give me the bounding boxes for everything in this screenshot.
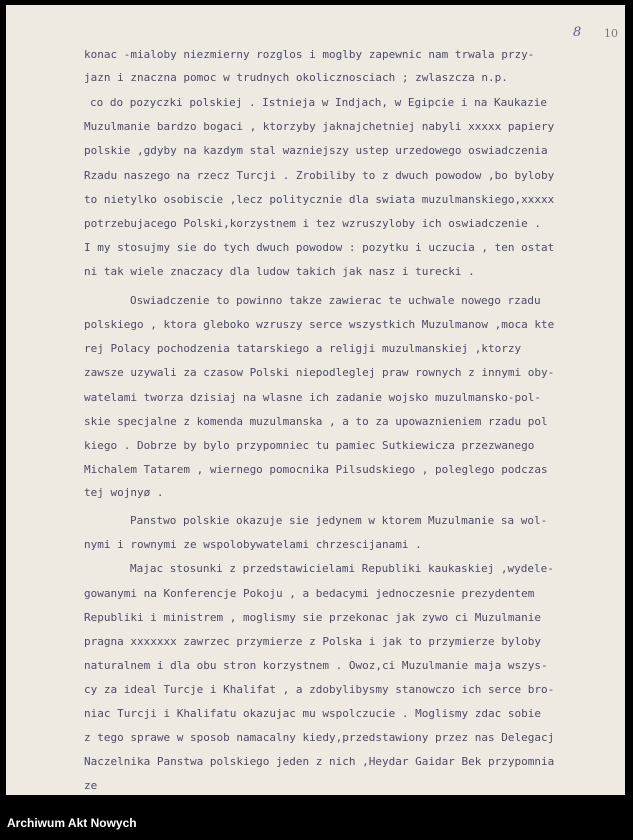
text-line: pragna xxxxxxx zawrzec przymierze z Polska i jak to przymierze byloby [84,635,541,648]
text-line: Rzadu naszego na rzecz Turcji . Zrobiliby to z dwuch powodow ,bo byloby [84,169,555,182]
text-line: I my stosujmy sie do tych dwuch powodow : pozytku i uczucia , ten ostat [84,241,555,254]
archive-footer-bar [0,806,633,840]
page-number: 8 [573,25,582,40]
text-line: jazn i znaczna pomoc w trudnych okolicznosciach ; zwlaszcza n.p. [84,71,508,84]
text-line: gowanymi na Konferencje Pokoju , a bedacymi jednoczesnie prezydentem [84,587,535,600]
text-line: ni tak wiele znaczacy dla ludow takich jak nasz i turecki . [84,265,475,278]
archive-name: Archiwum Akt Nowych [7,816,137,830]
text-line: kiego . Dobrze by bylo przypomniec tu pamiec Sutkiewicza przezwanego [84,439,535,452]
text-line: polskiego , ktora gleboko wzruszy serce wszystkich Muzulmanow ,moca kte [84,318,555,331]
text-line: Oswiadczenie to powinno takze zawierac te uchwale nowego rzadu [130,294,541,307]
document-page [6,5,625,795]
text-line: Panstwo polskie okazuje sie jedynem w ktorem Muzulmanie sa wol- [130,514,548,527]
text-line: z tego sprawe w sposob namacalny kiedy,przedstawiony przez nas Delegacj [84,731,555,744]
text-line: niac Turcji i Khalifatu okazujac mu wspolczucie . Moglismy zdac sobie [84,707,541,720]
text-line: polskie ,gdyby na kazdym stal wazniejszy ustep urzedowego oswiadczenia [84,144,548,157]
text-line: tej wojnyø . [84,486,164,499]
text-line: Republiki i ministrem , moglismy sie przekonac jak zywo ci Muzulmanie [84,611,541,624]
text-line: potrzebujacego Polski,korzystnem i tez wzruszyloby ich oswiadczenie . [84,217,541,230]
text-line: rej Polacy pochodzenia tatarskiego a religji muzulmanskiej ,ktorzy [84,342,522,355]
text-line: ze [84,779,98,792]
text-line: nymi i rownymi ze wspolobywatelami chrzescijanami . [84,538,422,551]
text-line: naturalnem i dla obu stron korzystnem . Owoz,ci Muzulmanie maja wszys- [84,659,548,672]
text-line: co do pozyczki polskiej . Istnieja w Indjach, w Egipcie i na Kaukazie [90,96,547,109]
text-line: zawsze uzywali za czasow Polski niepodleglej praw rownych z innymi oby- [84,366,555,379]
text-line: Naczelnika Panstwa polskiego jeden z nich ,Heydar Gaidar Bek przypomnia [84,755,555,768]
text-line: Michalem Tatarem , wiernego pomocnika Pilsudskiego , poleglego podczas [84,463,548,476]
text-line: watelami tworza dzisiaj na wlasne ich zadanie wojsko muzulmansko-pol- [84,391,541,404]
text-line: to nietylko osobiscie ,lecz politycznie dla swiata muzulmanskiego,xxxxx [84,193,555,206]
text-line: skie specjalne z komenda muzulmanska , a to za upowaznieniem rzadu pol [84,415,548,428]
text-line: Majac stosunki z przedstawicielami Republiki kaukaskiej ,wydele- [130,562,554,575]
page-number-alt: 10 [604,27,618,40]
text-line: Muzulmanie bardzo bogaci , ktorzyby jaknajchetniej nabyli xxxxx papiery [84,120,555,133]
text-line: cy za ideal Turcje i Khalifat , a zdobylibysmy stanowczo ich serce bro- [84,683,555,696]
text-line: konac -mialoby niezmierny rozglos i moglby zapewnic nam trwala przy- [84,48,535,61]
